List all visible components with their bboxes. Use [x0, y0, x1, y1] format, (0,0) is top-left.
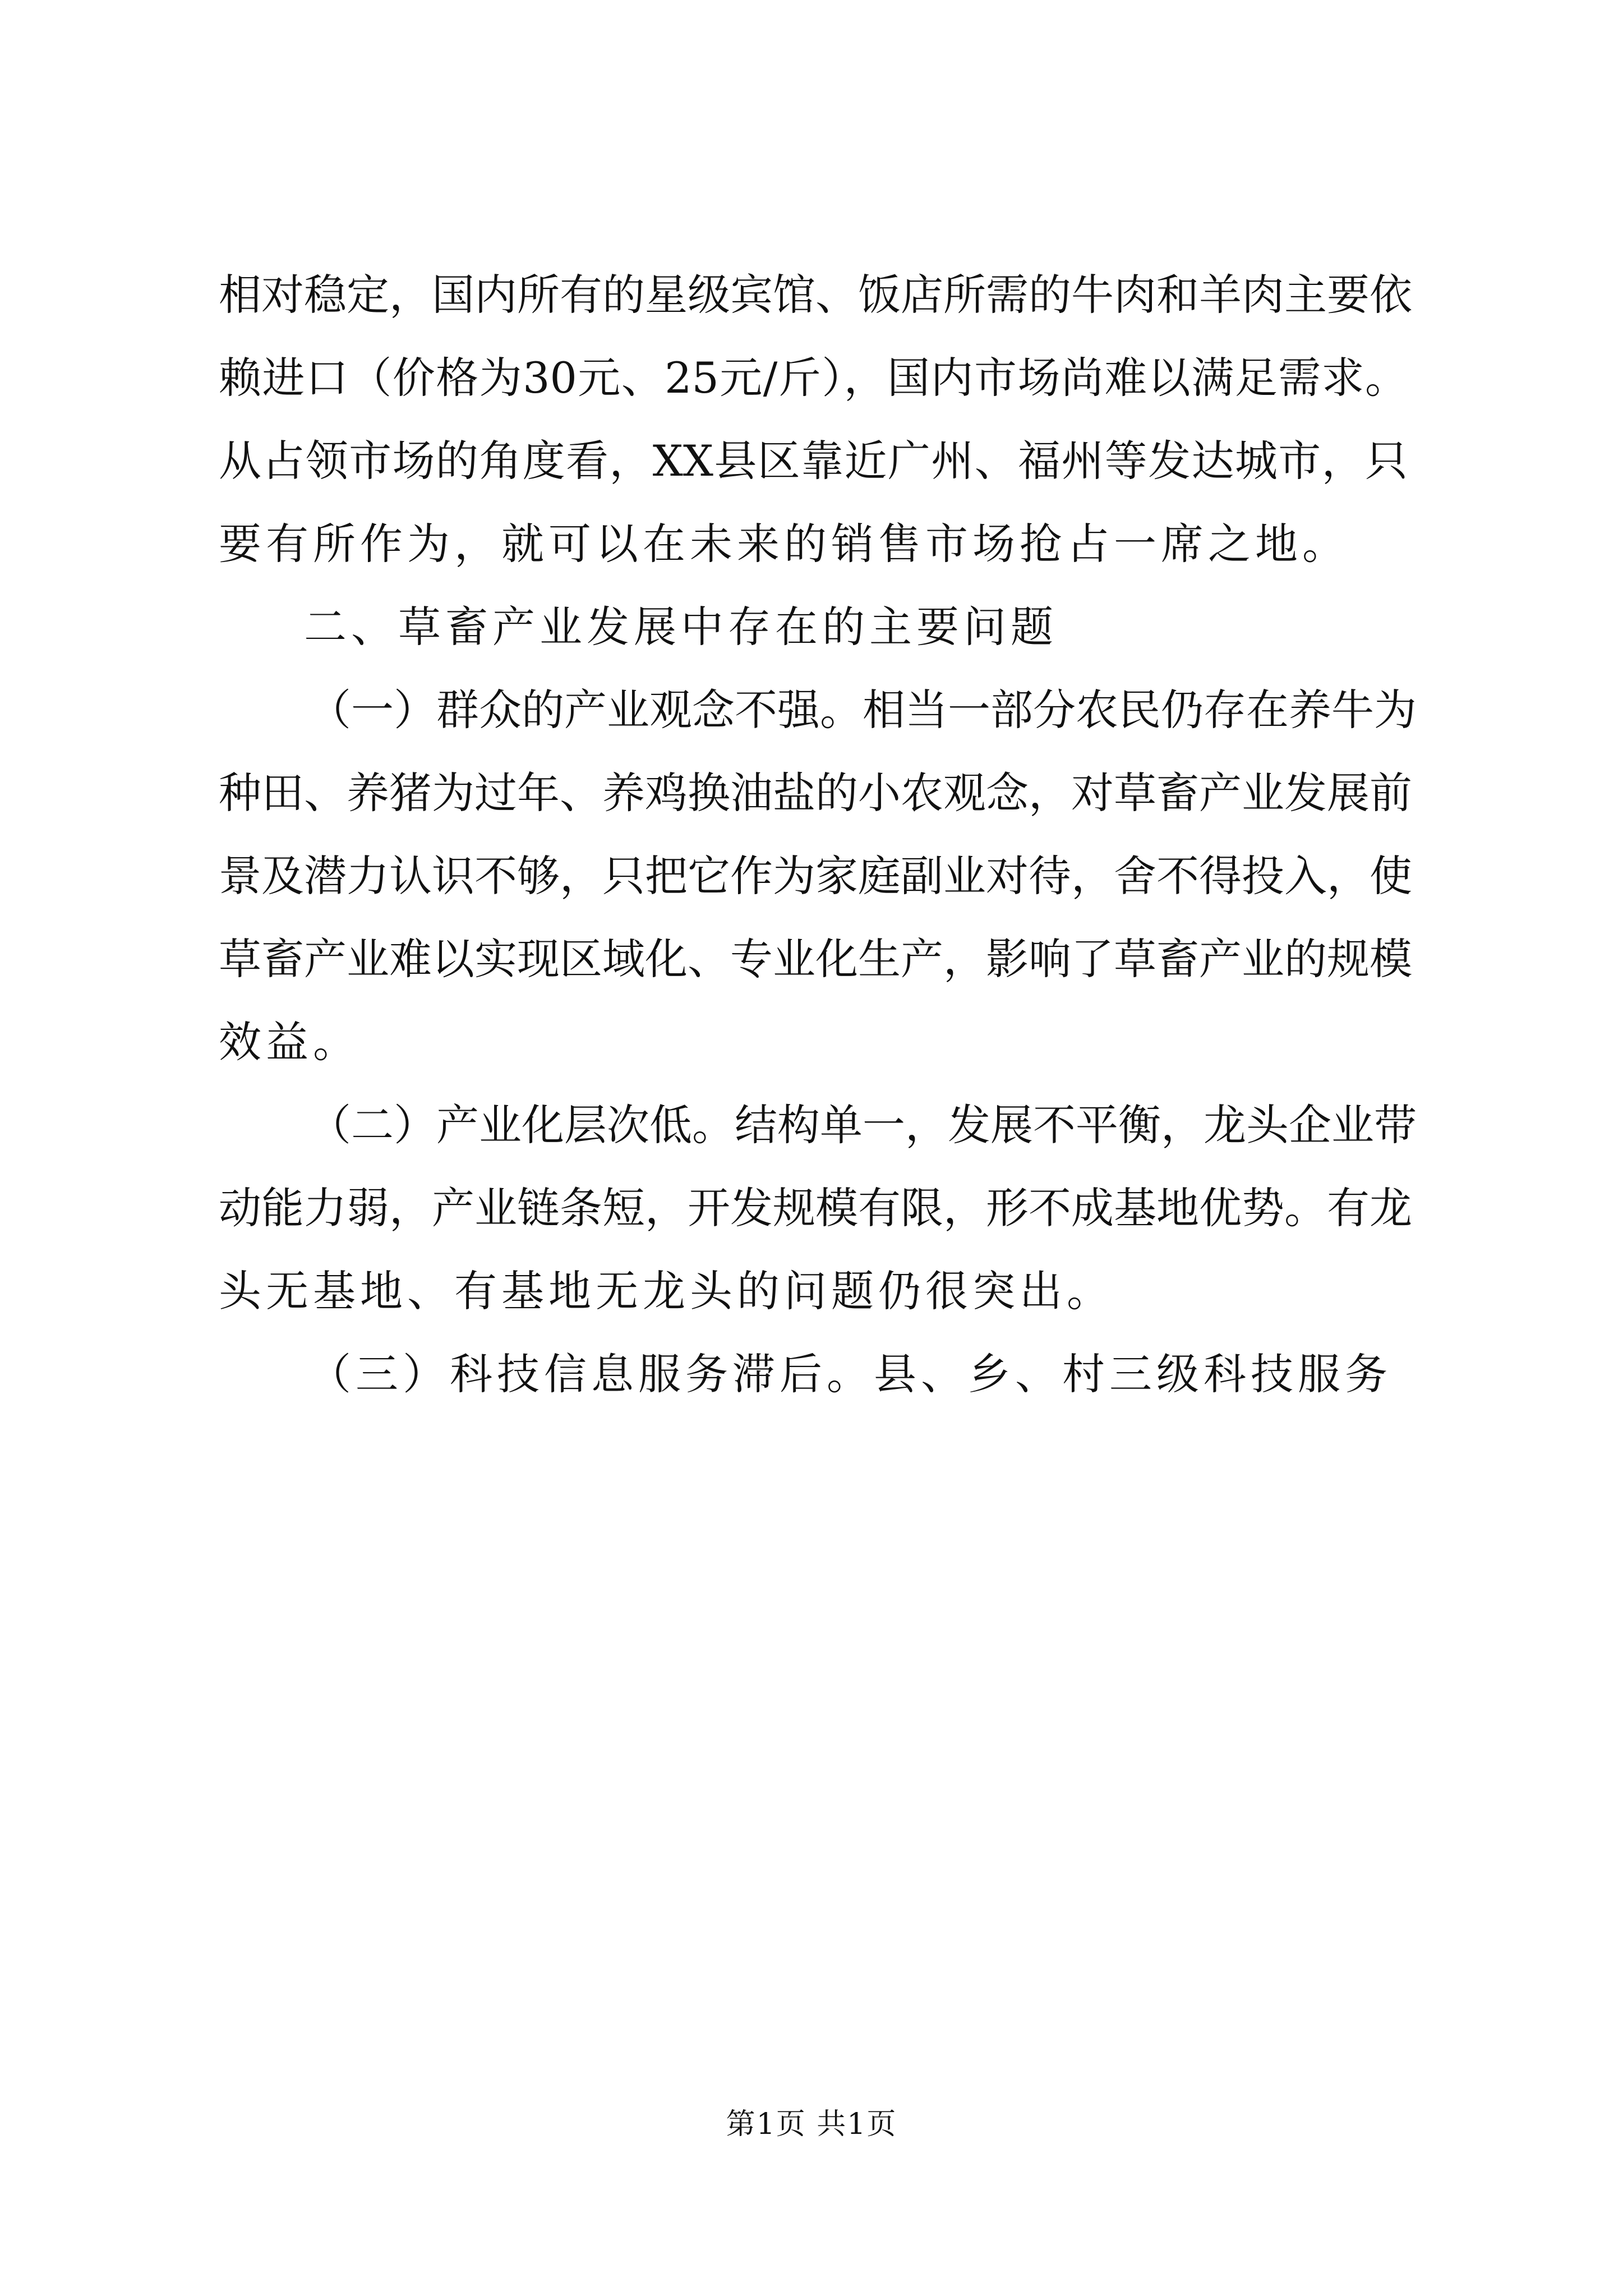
paragraph-line: 头无基地、有基地无龙头的问题仍很突出。	[219, 1266, 1114, 1316]
paragraph-line: 种田、养猪为过年、养鸡换油盐的小农观念，对草畜产业发展前	[219, 768, 1412, 818]
paragraph-line: 效益。	[219, 1017, 360, 1067]
document-body	[219, 254, 1417, 1416]
paragraph-line: （三）科技信息服务滞后。县、乡、村三级科技服务	[308, 1349, 1392, 1399]
paragraph-line: 草畜产业难以实现区域化、专业化生产，影响了草畜产业的规模	[219, 934, 1412, 984]
paragraph-line: （一）群众的产业观念不强。相当一部分农民仍存在养牛为	[308, 685, 1417, 735]
paragraph-line: 景及潜力认识不够，只把它作为家庭副业对待，舍不得投入，使	[219, 851, 1412, 901]
paragraph-line: 从占领市场的角度看，XX县区靠近广州、福州等发达城市，只	[219, 436, 1408, 486]
page-footer: 第1页 共1页	[726, 2108, 897, 2141]
paragraph-line: 要有所作为，就可以在未来的销售市场抢占一席之地。	[219, 519, 1349, 569]
paragraph-line: 相对稳定，国内所有的星级宾馆、饭店所需的牛肉和羊肉主要依	[219, 270, 1412, 320]
paragraph-line: （二）产业化层次低。结构单一，发展不平衡，龙头企业带	[308, 1100, 1417, 1150]
section-heading: 二、草畜产业发展中存在的主要问题	[304, 602, 1058, 652]
paragraph-line: 动能力弱，产业链条短，开发规模有限，形不成基地优势。有龙	[219, 1183, 1412, 1233]
paragraph-line: 赖进口（价格为30元、25元/斤），国内市场尚难以满足需求。	[219, 353, 1408, 403]
